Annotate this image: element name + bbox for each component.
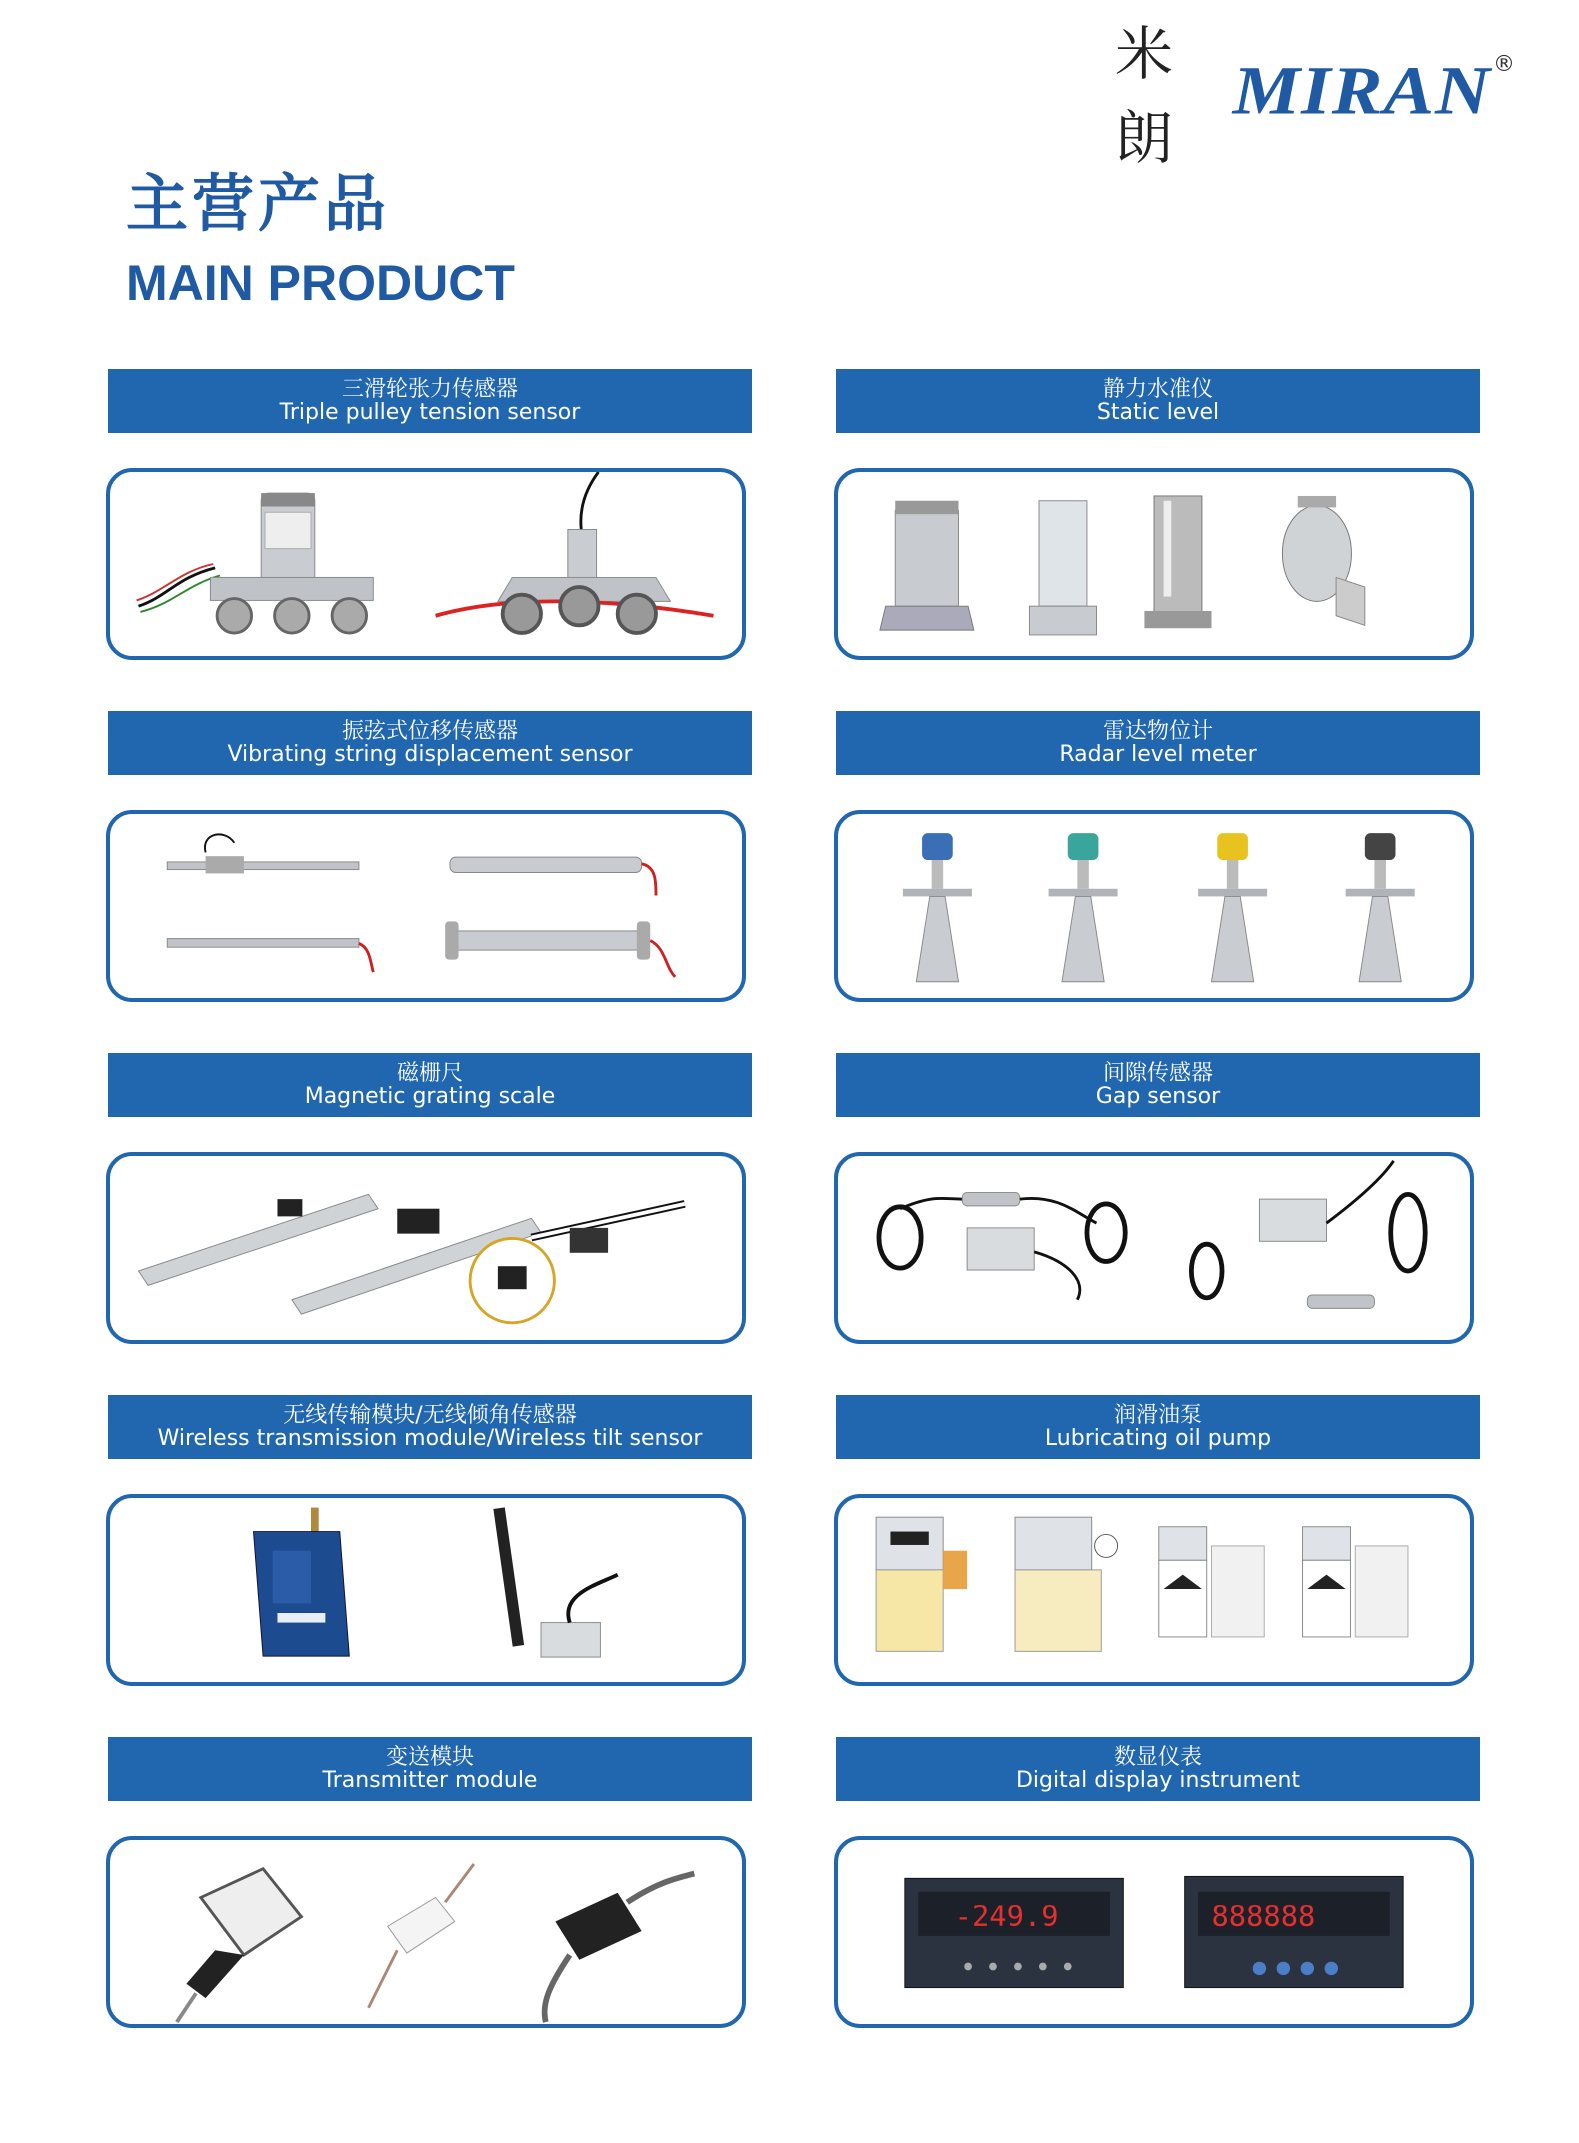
product-banner: [836, 711, 1480, 775]
product-name-en: Triple pulley tension sensor: [279, 400, 581, 425]
product-image-frame: [106, 1152, 746, 1344]
product-name-cn: 雷达物位计: [1102, 718, 1213, 744]
product-name-en: Transmitter module: [322, 1768, 538, 1793]
product-image-frame: [106, 810, 746, 1002]
product-name-en: Radar level meter: [1059, 742, 1257, 767]
product-card-tension-sensor: [108, 369, 752, 433]
brand-name-en: MIRAN: [1232, 52, 1491, 129]
product-image-frame: [834, 1836, 1474, 2028]
product-card-digital-display: [836, 1737, 1480, 1934]
product-banner: [836, 1737, 1480, 1801]
product-card-radar-level: [836, 711, 1480, 775]
static-level-illustration: [838, 472, 1470, 656]
product-image-frame: [834, 468, 1474, 660]
product-banner: [108, 1395, 752, 1459]
product-card-static-level: [836, 369, 1480, 433]
page-title-en: MAIN PRODUCT: [126, 255, 515, 311]
transmitter-illustration: [110, 1840, 742, 2024]
product-banner: [836, 1053, 1480, 1117]
product-card-vibrating-string: [108, 711, 752, 775]
product-name-en: Wireless transmission module/Wireless tilt sensor: [157, 1426, 703, 1451]
brand-logo: [1115, 19, 1515, 172]
page-title-cn: 主营产品: [126, 167, 391, 240]
product-image-frame: [834, 810, 1474, 1002]
radar-level-illustration: [838, 814, 1470, 998]
product-name-en: Lubricating oil pump: [1044, 1426, 1272, 1451]
product-card-gap-sensor: [836, 1053, 1480, 1117]
product-name-cn: 无线传输模块/无线倾角传感器: [283, 1402, 577, 1428]
product-image-frame: [106, 1836, 746, 2028]
product-name-cn: 数显仪表: [1113, 1744, 1202, 1770]
registered-mark: ®: [1493, 52, 1515, 77]
product-image-frame: [834, 1494, 1474, 1686]
product-card-wireless-module: [108, 1395, 752, 1459]
tension-sensor-illustration: [110, 472, 742, 656]
product-name-cn: 振弦式位移传感器: [341, 718, 518, 744]
product-name-en: Digital display instrument: [1015, 1768, 1301, 1793]
product-name-cn: 三滑轮张力传感器: [341, 376, 518, 402]
product-banner: [836, 1395, 1480, 1459]
product-card-transmitter: [108, 1737, 752, 1801]
digital-display-illustration: [838, 1840, 1470, 2024]
brand-name-cn: 米朗: [1115, 19, 1176, 172]
oil-pump-illustration: [838, 1498, 1470, 1682]
product-image-frame: [834, 1152, 1474, 1344]
product-card-magnetic-scale: [108, 1053, 752, 1117]
product-name-cn: 磁栅尺: [396, 1060, 463, 1086]
right-display-readout: 888888: [1211, 1899, 1316, 1934]
product-name-en: Static level: [1096, 400, 1220, 425]
product-banner: [108, 1737, 752, 1801]
product-banner: [108, 369, 752, 433]
product-name-cn: 间隙传感器: [1102, 1060, 1213, 1086]
product-name-cn: 变送模块: [385, 1744, 474, 1770]
left-display-readout: -249.9: [954, 1899, 1059, 1934]
displacement-sensor-illustration: [110, 814, 742, 998]
product-name-cn: 润滑油泵: [1113, 1402, 1202, 1428]
product-image-frame: [106, 1494, 746, 1686]
magnetic-scale-illustration: [110, 1156, 742, 1340]
product-banner: [108, 711, 752, 775]
gap-sensor-illustration: [838, 1156, 1470, 1340]
product-name-en: Magnetic grating scale: [304, 1084, 556, 1109]
product-name-en: Vibrating string displacement sensor: [227, 742, 633, 767]
product-name-en: Gap sensor: [1095, 1084, 1221, 1109]
product-banner: [108, 1053, 752, 1117]
product-image-frame: [106, 468, 746, 660]
wireless-module-illustration: [110, 1498, 742, 1682]
product-banner: [836, 369, 1480, 433]
product-card-oil-pump: [836, 1395, 1480, 1459]
product-name-cn: 静力水准仪: [1102, 376, 1213, 402]
